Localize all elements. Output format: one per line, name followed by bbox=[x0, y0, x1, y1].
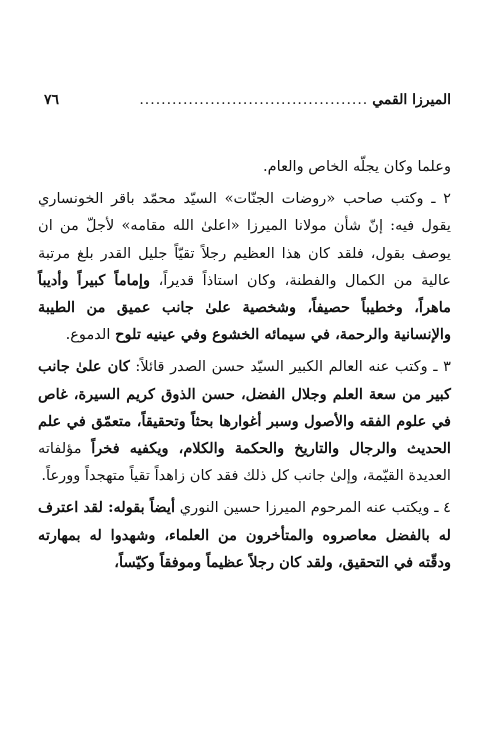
body-text bbox=[38, 153, 451, 581]
paragraph-4-bold: أيضاً بقوله: لقد اعترف له بالفضل معاصروه والمتأخرون من العلماء، وشهدوا له بمهارته ودقّته في التحقيق، ولقد كان رجلاً عظيماً وموفقاً وكيّساً، bbox=[38, 499, 451, 571]
paragraph-2-tail: الدموع. bbox=[65, 326, 116, 344]
page-number: ٧٦ bbox=[44, 92, 60, 108]
paragraph-4-text: ٤ ـ ويكتب عنه المرحوم الميرزا حسين النوري bbox=[175, 499, 451, 517]
paragraph-3-bold: كان علىٰ جانب كبير من سعة العلم وجلال الفضل، حسن الذوق كريم السيرة، غاص في علوم الفقه والأصول وسبر أغوارها بحثاً وتحقيقاً، متعمّق في علم الحديث والرجال والتاريخ والحكمة والكلام، ويكفيه فخراً bbox=[38, 358, 451, 458]
header-title: الميرزا القمي bbox=[372, 92, 451, 108]
paragraph-2 bbox=[38, 185, 451, 348]
paragraph-2-text: ٢ ـ وكتب صاحب «روضات الجنّات» السيّد محمّد باقر الخونساري يقول فيه: إنّ شأن مولانا الميرزا «اعلىٰ الله مقامه» لأجلّ من ان يوصف بقول، فلقد كان هذا العظيم رجلاً تقيّاً جليل القدر بلغ مرتبة عالية من الكمال والفطنة، وكان استاذاً قديراً، bbox=[38, 190, 451, 289]
paragraph-1-text: وعلما وكان يجلّه الخاص والعام. bbox=[262, 158, 451, 175]
paragraph-3 bbox=[38, 353, 451, 489]
paragraph-3-tail: مؤلفاته العديدة القيّمة، وإلىٰ جانب كل ذلك فقد كان زاهداً تقياً متهجداً وورعاً. bbox=[38, 440, 451, 485]
paragraph-1 bbox=[38, 153, 451, 180]
paragraph-4 bbox=[38, 494, 451, 576]
paragraph-3-text: ٣ ـ وكتب عنه العالم الكبير السيّد حسن الصدر قائلاً: bbox=[129, 358, 451, 376]
paragraph-2-bold: وإماماً كبيراً وأديباً ماهراً، وخطيباً حصيفاً، وشخصية علىٰ جانب عميق من الطيبة والإنسانية والرحمة، في سيمائه الخشوع وفي عينيه تلوح bbox=[38, 271, 451, 344]
header-leader-dots: .......................................... bbox=[139, 92, 369, 108]
running-header bbox=[44, 92, 451, 108]
